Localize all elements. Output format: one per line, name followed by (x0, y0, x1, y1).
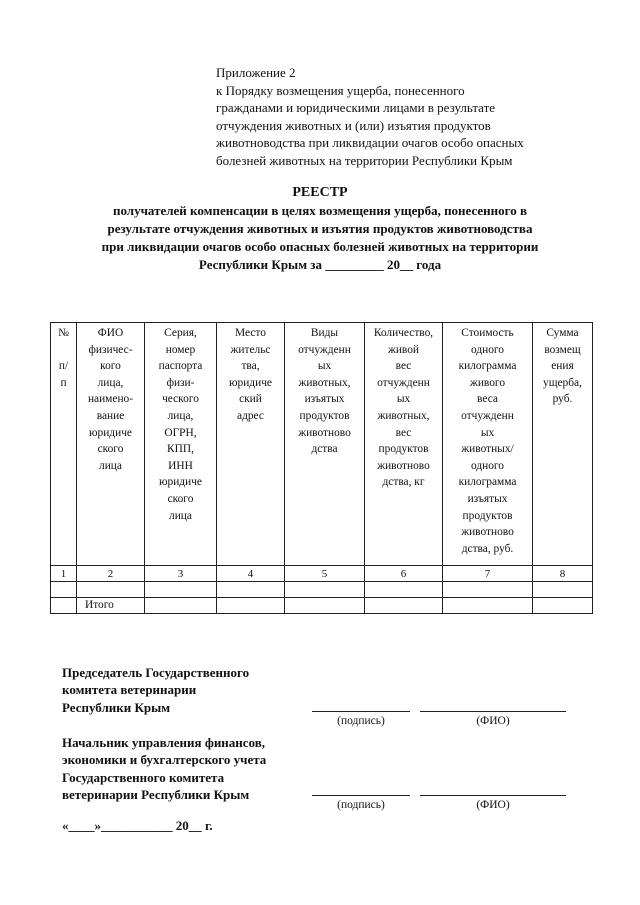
header-line: руб. (552, 393, 573, 406)
header-line: ОГРН, (164, 426, 197, 439)
table-cell (443, 598, 533, 614)
header-line: юридиче (89, 426, 132, 439)
table-row (51, 582, 593, 598)
header-line: животных/ (461, 443, 514, 456)
annex-line: к Порядку возмещения ущерба, понесенного (216, 82, 465, 98)
header-line: килограмма (458, 476, 517, 489)
header-line: вание (96, 409, 125, 422)
annex-reference (216, 64, 596, 170)
header-line: п/ (58, 360, 69, 373)
header-cell-address (217, 323, 285, 566)
header-line: ский (239, 393, 262, 406)
name-caption: (ФИО) (476, 799, 510, 811)
header-line: лица, (167, 409, 194, 422)
header-line: живой (387, 343, 420, 356)
header-line: животново (377, 459, 430, 472)
table-cell (365, 582, 443, 598)
column-number: 7 (443, 566, 533, 582)
signature-line (312, 795, 410, 796)
header-line: ых (317, 360, 332, 373)
table-cell (217, 582, 285, 598)
header-line: Серия, (164, 327, 197, 339)
header-line: п (60, 376, 67, 389)
table-cell (51, 598, 77, 614)
table-row (51, 598, 593, 614)
header-line: лица (169, 509, 192, 522)
column-number: 6 (365, 566, 443, 582)
header-line: Стоимость (461, 327, 514, 339)
column-number: 4 (217, 566, 285, 582)
header-line: ения (551, 360, 574, 373)
name-caption: (ФИО) (476, 715, 510, 727)
title-heading: РЕЕСТР (292, 185, 348, 200)
header-line: Место (235, 327, 266, 339)
header-line: Количество, (373, 327, 434, 339)
annex-line: гражданами и юридическими лицами в результате (216, 100, 496, 116)
table-cell (145, 598, 217, 614)
name-line (420, 711, 566, 712)
column-number: 3 (145, 566, 217, 582)
total-label: Итого (77, 598, 145, 614)
header-line: Сумма (546, 327, 579, 339)
header-line: юридиче (229, 376, 272, 389)
header-line: номер (165, 343, 196, 356)
header-line: одного (470, 459, 505, 472)
header-line: отчужденн (461, 409, 514, 422)
header-line: жительс (230, 343, 271, 356)
header-cell-quantity (365, 323, 443, 566)
table-row (51, 566, 593, 582)
document-title (40, 184, 600, 274)
header-cell-cost (443, 323, 533, 566)
header-line: кого (100, 360, 121, 373)
header-line (52, 342, 75, 359)
header-cell-name (77, 323, 145, 566)
signer-title-line: Республики Крым (62, 699, 171, 715)
header-line: дства, кг (382, 476, 425, 489)
header-line: животных, (377, 409, 430, 422)
header-line: продуктов (299, 409, 350, 422)
table-cell (365, 598, 443, 614)
header-line: килограмма (458, 360, 517, 373)
header-line: возмещ (544, 343, 581, 356)
header-line: дства, руб. (461, 542, 514, 555)
header-line: лица, (97, 376, 124, 389)
finance-head-title (62, 734, 266, 804)
table-cell (443, 582, 533, 598)
header-line: № (58, 327, 69, 339)
signer-title-line: Государственного комитета (62, 769, 225, 785)
signature-line (312, 711, 410, 712)
header-line: физичес- (88, 343, 133, 356)
table-cell (145, 582, 217, 598)
header-line: ФИО (97, 327, 124, 339)
header-line: изъятых (467, 492, 508, 505)
header-line: ущерба, (543, 376, 582, 389)
header-line: ческого (162, 393, 199, 406)
header-line: наимено- (87, 393, 134, 406)
table-cell (285, 582, 365, 598)
column-number: 5 (285, 566, 365, 582)
header-line: веса (477, 393, 498, 406)
header-cell-types (285, 323, 365, 566)
header-line: ых (396, 393, 411, 406)
header-line: одного (470, 343, 505, 356)
header-line: ского (97, 443, 124, 456)
table-cell (533, 582, 593, 598)
header-line: физи- (166, 376, 195, 389)
header-line: животново (461, 526, 514, 539)
table-cell (533, 598, 593, 614)
annex-line: отчуждения животных и (или) изъятия продуктов (216, 117, 491, 133)
header-line: лица (99, 459, 122, 472)
header-line: адрес (237, 409, 264, 422)
signature-caption: (подпись) (337, 799, 385, 811)
header-line: отчужденн (377, 376, 430, 389)
signer-title-line: комитета ветеринарии (62, 682, 197, 698)
table-cell (217, 598, 285, 614)
header-line: животных, (298, 376, 351, 389)
header-line: животново (298, 426, 351, 439)
signer-title-line: Председатель Государственного (62, 665, 250, 680)
title-line: при ликвидации очагов особо опасных болезней животных на территории (101, 239, 539, 254)
header-line: изъятых (304, 393, 345, 406)
header-line: Виды (310, 327, 339, 339)
header-line: вес (395, 426, 412, 439)
header-line: паспорта (158, 360, 203, 373)
header-line: отчужденн (298, 343, 351, 356)
header-cell-number (51, 323, 77, 566)
table-cell (51, 582, 77, 598)
signer-title-line: экономики и бухгалтерского учета (62, 752, 267, 768)
annex-line: Приложение 2 (216, 65, 296, 80)
signer-title-line: ветеринарии Республики Крым (62, 787, 250, 803)
title-line: Республики Крым за _________ 20__ года (198, 257, 442, 272)
header-line: дства (311, 443, 338, 456)
table-header-row (51, 323, 593, 566)
column-number: 2 (77, 566, 145, 582)
header-line: ых (480, 426, 495, 439)
title-line: результате отчуждения животных и изъятия продуктов животноводства (107, 221, 533, 236)
annex-line: животноводства при ликвидации очагов особо опасных (216, 135, 524, 151)
date-line: «____»___________ 20__ г. (62, 818, 213, 833)
annex-line: болезней животных на территории Республики Крым (216, 152, 513, 168)
header-line: ского (167, 492, 194, 505)
column-number: 1 (51, 566, 77, 582)
table-cell (285, 598, 365, 614)
column-number: 8 (533, 566, 593, 582)
signature-caption: (подпись) (337, 715, 385, 727)
chairman-title (62, 664, 249, 716)
title-line: получателей компенсации в целях возмещения ущерба, понесенного в (112, 203, 528, 218)
header-line: ИНН (168, 459, 193, 472)
header-line: живого (469, 376, 506, 389)
header-line: продуктов (462, 509, 513, 522)
table-cell (77, 582, 145, 598)
header-line: юридиче (159, 476, 202, 489)
header-cell-passport (145, 323, 217, 566)
header-line: продуктов (378, 443, 429, 456)
header-cell-sum (533, 323, 593, 566)
header-line: тва, (241, 360, 260, 373)
registry-table (50, 322, 593, 614)
signer-title-line: Начальник управления финансов, (62, 735, 266, 750)
name-line (420, 795, 566, 796)
header-line: КПП, (167, 443, 194, 456)
header-line: вес (395, 360, 412, 373)
